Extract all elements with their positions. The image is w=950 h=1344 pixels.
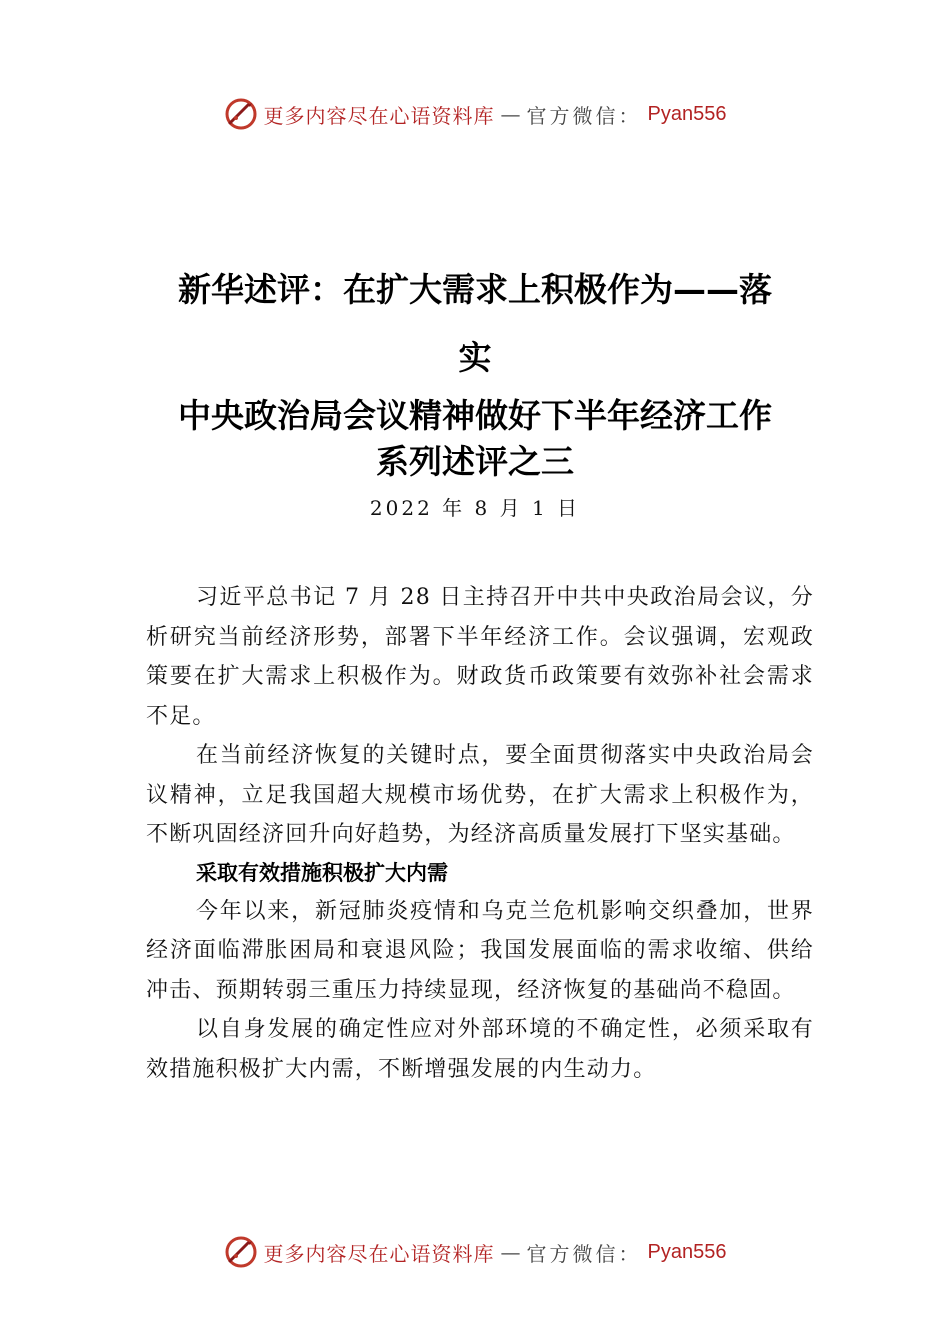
banner-wechat-id: Pyan556 — [647, 1240, 727, 1263]
footer-banner — [0, 1232, 950, 1272]
banner-separator: — — [500, 102, 521, 126]
article-body — [146, 578, 814, 1089]
banner-wechat-id: Pyan556 — [647, 102, 727, 125]
header-banner — [0, 94, 950, 134]
paragraph: 在当前经济恢复的关键时点，要全面贯彻落实中央政治局会议精神，立足我国超大规模市场优势，在扩大需求上积极作为，不断巩固经济回升向好趋势，为经济高质量发展打下坚实基础。 — [146, 743, 814, 847]
pen-circle-logo-icon — [224, 97, 258, 131]
paragraph: 习近平总书记 7 月 28 日主持召开中共中央政治局会议，分析研究当前经济形势，部署下半年经济工作。会议强调，宏观政策要在扩大需求上积极作为。财政货币政策要有效弥补社会需求不足。 — [146, 585, 814, 729]
banner-text: 更多内容尽在心语资料库 — [263, 1241, 495, 1266]
banner-text: 更多内容尽在心语资料库 — [263, 103, 495, 128]
banner-separator: — — [500, 1240, 521, 1264]
article-title-line-4: 系列述评之三 — [376, 442, 574, 481]
article-title-line-2: 实 — [458, 338, 492, 377]
section-heading: 采取有效措施积极扩大内需 — [196, 860, 448, 885]
article-title-line-1: 新华述评：在扩大需求上积极作为——落 — [178, 270, 772, 309]
banner-label: 官方微信： — [526, 103, 642, 128]
article-date: 2022 年 8 月 1 日 — [369, 496, 581, 520]
paragraph: 以自身发展的确定性应对外部环境的不确定性，必须采取有效措施积极扩大内需，不断增强发展的内生动力。 — [146, 1017, 814, 1082]
article-title-line-3: 中央政治局会议精神做好下半年经济工作 — [178, 396, 772, 435]
pen-circle-logo-icon — [224, 1235, 258, 1269]
banner-label: 官方微信： — [526, 1241, 642, 1266]
paragraph: 今年以来，新冠肺炎疫情和乌克兰危机影响交织叠加，世界经济面临滞胀困局和衰退风险；我国发展面临的需求收缩、供给冲击、预期转弱三重压力持续显现，经济恢复的基础尚不稳固。 — [146, 898, 814, 1003]
